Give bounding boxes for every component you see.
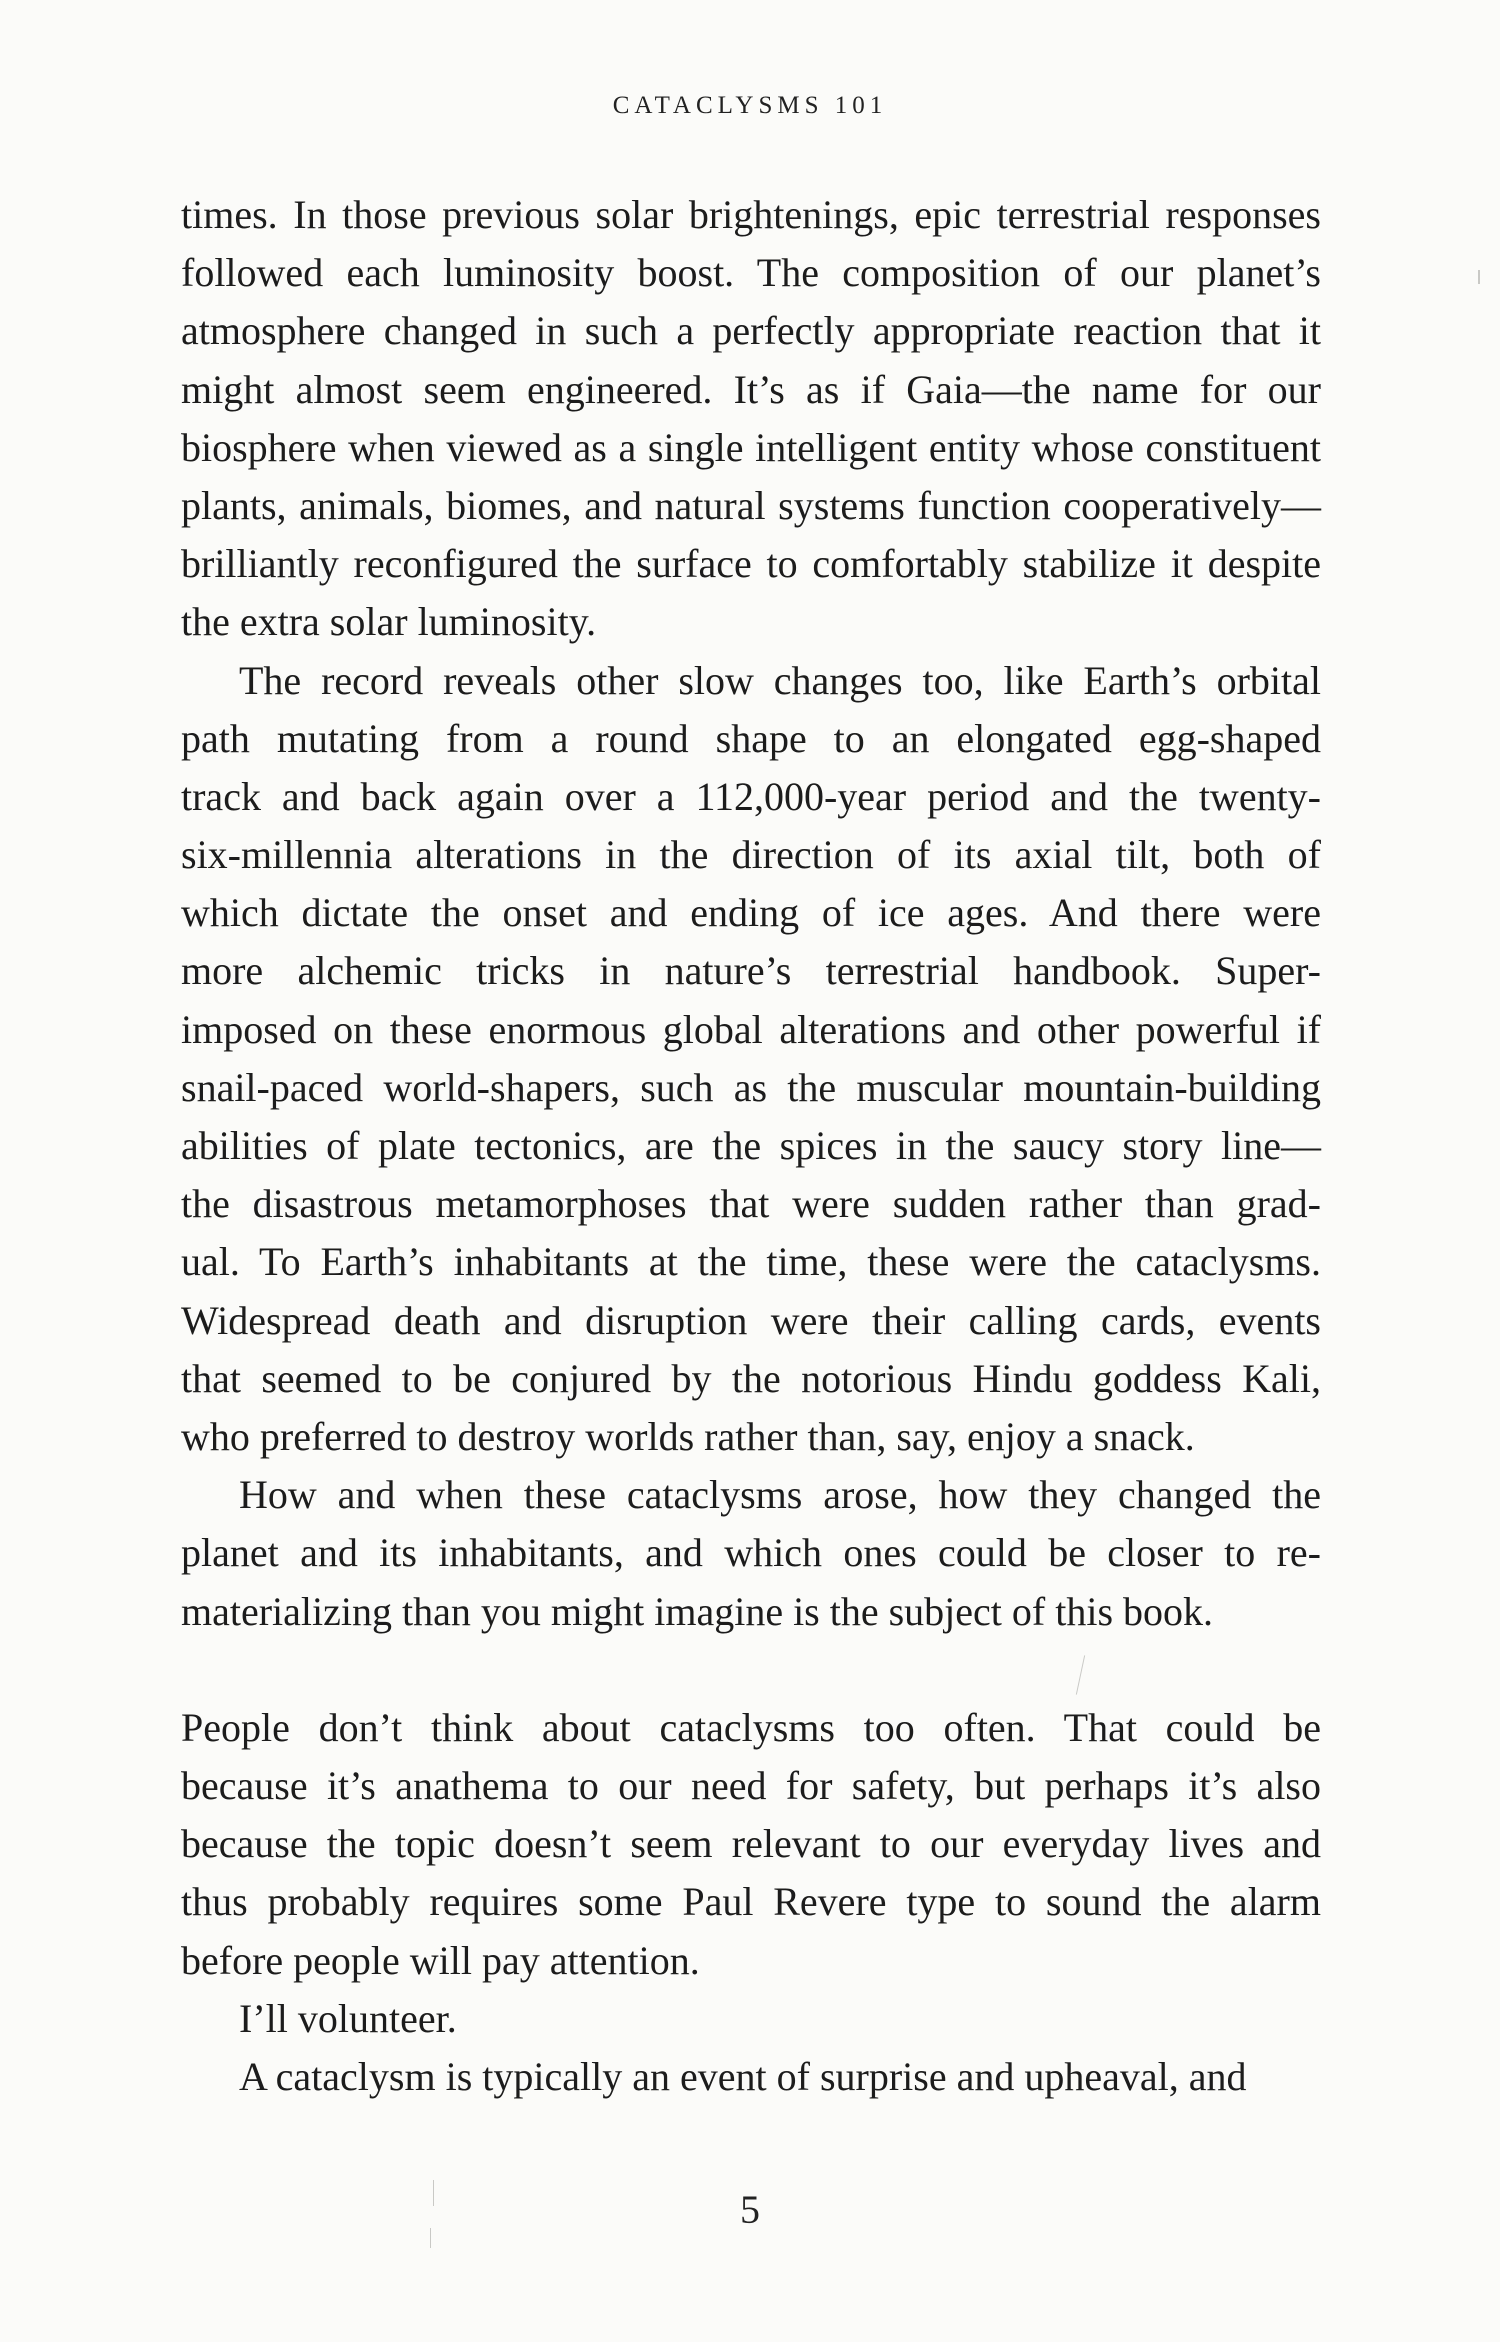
- text-line: because it’s anathema to our need for safety, but perhaps it’s also: [181, 1763, 1321, 1809]
- text-line: the extra solar luminosity.: [181, 599, 597, 645]
- text-line: The record reveals other slow changes too, like Earth’s orbital: [239, 657, 1321, 703]
- text-line: Widespread death and disruption were their calling cards, events: [181, 1297, 1321, 1343]
- text-line: How and when these cataclysms arose, how they changed the: [239, 1472, 1321, 1518]
- text-line: the disastrous metamorphoses that were sudden rather than grad-: [181, 1181, 1321, 1227]
- body-text: [181, 186, 1321, 2106]
- text-line: more alchemic tricks in nature’s terrestrial handbook. Super-: [181, 948, 1321, 994]
- paragraph: [181, 652, 1321, 1467]
- text-line: followed each luminosity boost. The composition of our planet’s: [181, 250, 1321, 296]
- text-line: imposed on these enormous global alterations and other powerful if: [181, 1006, 1321, 1052]
- text-line: path mutating from a round shape to an elongated egg-shaped: [181, 715, 1321, 761]
- text-line: planet and its inhabitants, and which ones could be closer to re-: [181, 1530, 1321, 1576]
- text-line: thus probably requires some Paul Revere type to sound the alarm: [181, 1879, 1321, 1925]
- text-line: brilliantly reconfigured the surface to comfortably stabilize it despite: [181, 541, 1321, 587]
- section-after-break: [181, 1699, 1321, 2106]
- paragraph: [181, 186, 1321, 652]
- text-line: materializing than you might imagine is the subject of this book.: [181, 1588, 1214, 1634]
- text-line: abilities of plate tectonics, are the spices in the saucy story line—: [181, 1123, 1321, 1168]
- text-line: that seemed to be conjured by the notorious Hindu goddess Kali,: [181, 1355, 1321, 1401]
- text-line: People don’t think about cataclysms too often. That could be: [181, 1704, 1321, 1750]
- text-line: six-millennia alterations in the direction of its axial tilt, both of: [181, 832, 1321, 878]
- text-line: A cataclysm is typically an event of surprise and upheaval, and: [239, 2054, 1247, 2099]
- paragraph: [181, 1466, 1321, 1641]
- section-before-break: [181, 186, 1321, 1641]
- paragraph: [181, 1699, 1321, 1990]
- text-line: which dictate the onset and ending of ice ages. And there were: [181, 890, 1321, 936]
- page-number: 5: [740, 2187, 760, 2232]
- text-line: times. In those previous solar brightenings, epic terrestrial responses: [181, 192, 1321, 237]
- section-break: [181, 1641, 1321, 1699]
- scan-mark: [430, 2228, 431, 2248]
- paragraph: [181, 1990, 1321, 2048]
- text-line: ual. To Earth’s inhabitants at the time, these were the cataclysms.: [181, 1239, 1321, 1285]
- text-line: before people will pay attention.: [181, 1937, 700, 1983]
- text-line: I’ll volunteer.: [239, 1995, 457, 2041]
- text-line: might almost seem engineered. It’s as if Gaia—the name for our: [181, 366, 1321, 412]
- text-line: who preferred to destroy worlds rather than, say, enjoy a snack.: [181, 1413, 1195, 1459]
- paragraph: [181, 2048, 1321, 2106]
- text-line: because the topic doesn’t seem relevant to our everyday lives and: [181, 1821, 1321, 1867]
- text-line: atmosphere changed in such a perfectly appropriate reaction that it: [181, 308, 1321, 354]
- scan-mark: [1478, 270, 1480, 284]
- text-line: biosphere when viewed as a single intelligent entity whose constituent: [181, 424, 1321, 470]
- running-head: CATACLYSMS 101: [612, 92, 888, 119]
- text-line: track and back again over a 112,000-year period and the twenty-: [181, 773, 1321, 819]
- text-line: snail-paced world-shapers, such as the muscular mountain-building: [181, 1064, 1321, 1110]
- scan-mark: [433, 2180, 434, 2206]
- text-line: plants, animals, biomes, and natural systems function cooperatively—: [181, 482, 1321, 528]
